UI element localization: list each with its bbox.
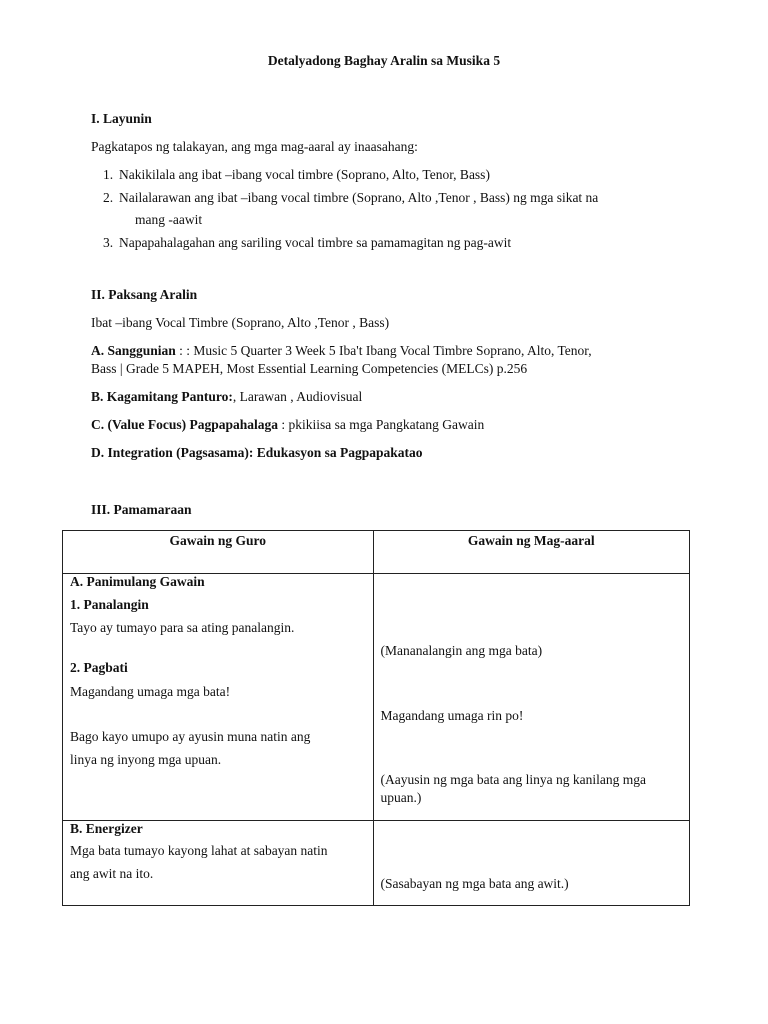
objective-item bbox=[103, 190, 598, 206]
objectives-intro: Pagkatapos ng talakayan, ang mga mag-aaral ay inaasahang: bbox=[91, 139, 418, 154]
teacher-cell-panimulang-gawain bbox=[63, 574, 374, 821]
section-heading-layunin: I. Layunin bbox=[91, 111, 152, 126]
student-cell-panimulang-gawain bbox=[373, 574, 690, 821]
energizer-heading: B. Energizer bbox=[70, 821, 143, 836]
sanggunian-line bbox=[91, 343, 592, 359]
objective-text-continuation: mang -aawit bbox=[135, 212, 203, 227]
objective-number: 2. bbox=[103, 190, 114, 205]
energizer-text-line1: Mga bata tumayo kayong lahat at sabayan natin bbox=[70, 843, 328, 858]
objective-item bbox=[103, 235, 511, 251]
objective-item bbox=[103, 167, 490, 183]
procedure-table bbox=[62, 530, 690, 906]
kagamitan-label: B. Kagamitang Panturo: bbox=[91, 389, 233, 404]
ayusin-text-line1: Bago kayo umupo ay ayusin muna natin ang bbox=[70, 729, 311, 744]
sanggunian-label: A. Sanggunian bbox=[91, 343, 176, 358]
section-heading-pamamaraan: III. Pamamaraan bbox=[91, 502, 192, 517]
sanggunian-value: : : Music 5 Quarter 3 Week 5 Iba't Ibang Vocal Timbre Soprano, Alto, Tenor, bbox=[175, 343, 592, 358]
student-cell-energizer bbox=[373, 821, 690, 906]
student-response-energizer: (Sasabayan ng mga bata ang awit.) bbox=[380, 876, 569, 891]
objective-number: 3. bbox=[103, 235, 114, 250]
panalangin-text: Tayo ay tumayo para sa ating panalangin. bbox=[70, 620, 295, 635]
value-focus-value: : pkikiisa sa mga Pangkatang Gawain bbox=[278, 417, 485, 432]
column-header-guro: Gawain ng Guro bbox=[63, 531, 374, 574]
pagbati-heading: 2. Pagbati bbox=[70, 660, 128, 675]
objective-number: 1. bbox=[103, 167, 114, 182]
ayusin-text-line2: linya ng inyong mga upuan. bbox=[70, 752, 222, 767]
student-response-pagbati: Magandang umaga rin po! bbox=[380, 708, 524, 723]
pagbati-text: Magandang umaga mga bata! bbox=[70, 684, 231, 699]
document-title: Detalyadong Baghay Aralin sa Musika 5 bbox=[267, 53, 501, 68]
integration-line: D. Integration (Pagsasama): Edukasyon sa Pagpapakatao bbox=[91, 445, 423, 460]
kagamitan-value: , Larawan , Audiovisual bbox=[232, 389, 363, 404]
panimulang-gawain-heading: A. Panimulang Gawain bbox=[70, 574, 205, 589]
teacher-cell-energizer bbox=[63, 821, 374, 906]
table-row bbox=[63, 821, 690, 906]
column-header-mag-aaral: Gawain ng Mag-aaral bbox=[373, 531, 690, 574]
energizer-text-line2: ang awit na ito. bbox=[70, 866, 154, 881]
table-row bbox=[63, 574, 690, 821]
table-header-row bbox=[63, 531, 690, 574]
panalangin-heading: 1. Panalangin bbox=[70, 597, 149, 612]
kagamitan-line bbox=[91, 389, 362, 405]
student-response-ayusin-line2: upuan.) bbox=[380, 790, 422, 805]
objective-text: Nakikilala ang ibat –ibang vocal timbre (Soprano, Alto, Tenor, Bass) bbox=[119, 167, 490, 182]
student-response-ayusin-line1: (Aayusin ng mga bata ang linya ng kanilang mga bbox=[380, 772, 646, 787]
topic-text: Ibat –ibang Vocal Timbre (Soprano, Alto ,Tenor , Bass) bbox=[91, 315, 390, 330]
student-response-panalangin: (Mananalangin ang mga bata) bbox=[380, 643, 543, 658]
objective-text: Napapahalagahan ang sariling vocal timbre sa pamamagitan ng pag-awit bbox=[119, 235, 512, 250]
sanggunian-line-2: Bass | Grade 5 MAPEH, Most Essential Learning Competencies (MELCs) p.256 bbox=[91, 361, 528, 376]
value-focus-line bbox=[91, 417, 484, 433]
objective-text: Nailalarawan ang ibat –ibang vocal timbre (Soprano, Alto ,Tenor , Bass) ng mga sikat na bbox=[119, 190, 599, 205]
value-focus-label: C. (Value Focus) Pagpapahalaga bbox=[91, 417, 279, 432]
section-heading-paksang-aralin: II. Paksang Aralin bbox=[91, 287, 198, 302]
